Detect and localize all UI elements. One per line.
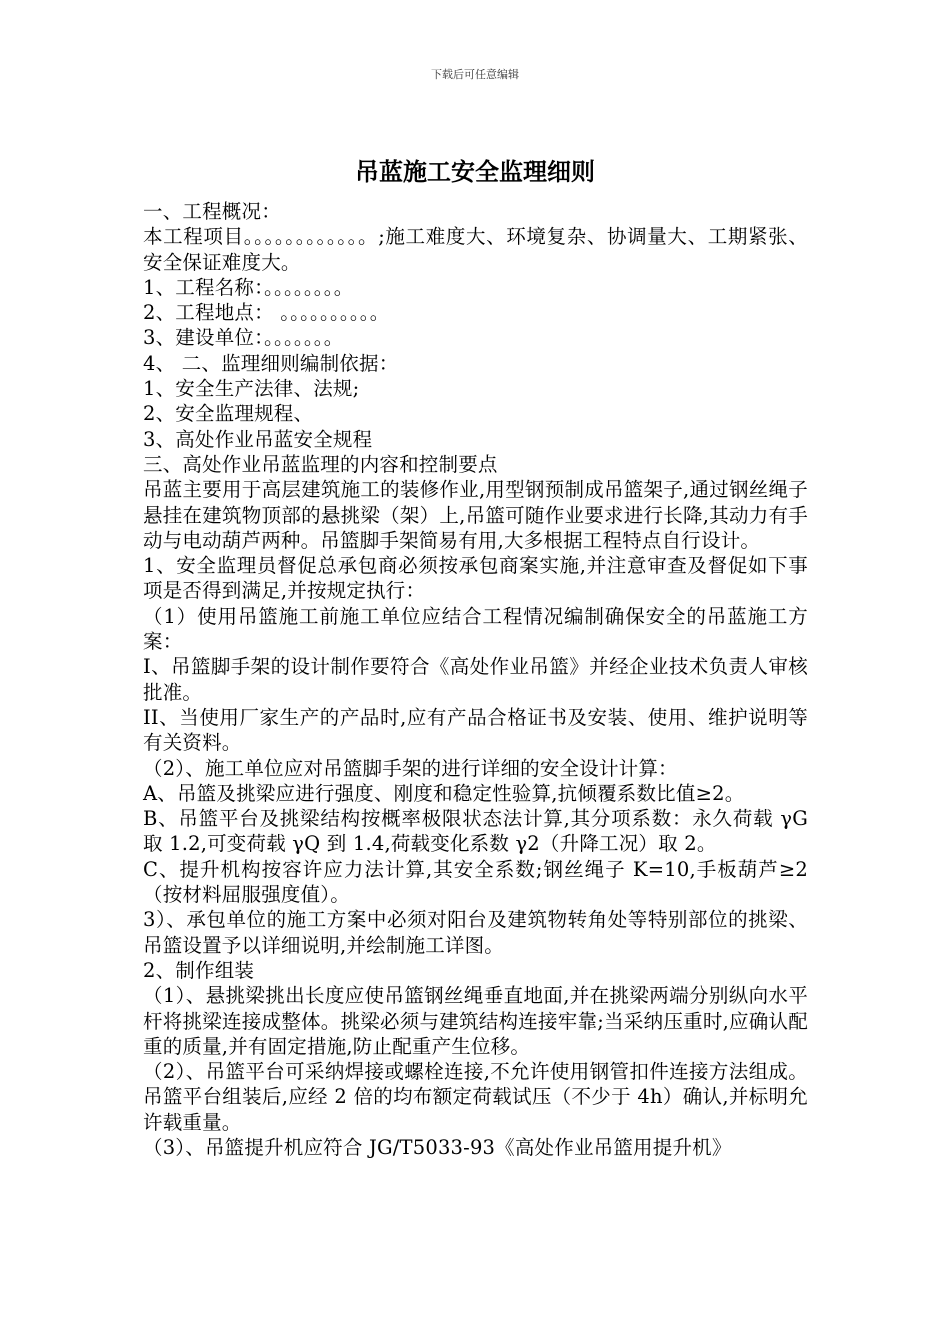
section-heading-basis: 4、 二、监理细则编制依据： [143,351,399,375]
list-item: 3、建设单位：。。。。。。。 [143,326,344,350]
body-paragraph: 吊蓝主要用于高层建筑施工的装修作业,用型钢预制成吊篮架子,通过钢丝绳子悬挂在建筑物顶部的悬挑梁（架）上,吊篮可随作业要求进行长降,其动力有手动与电动葫芦两种。吊篮脚手架简易有用,大多根据工程特点自行设计。 [143,478,808,552]
list-item: 2、安全监理规程、 [143,402,314,426]
body-paragraph: （3）、吊篮提升机应符合 JG/T5033-93《高处作业吊篮用提升机》 [143,1135,732,1159]
document-title: 吊蓝施工安全监理细则 [355,158,595,186]
list-item: 1、安全生产法律、法规; [143,377,360,401]
page-header-note: 下载后可任意编辑 [431,68,519,81]
body-paragraph: 本工程项目。。。。。。。。。。。。;施工难度大、环境复杂、协调量大、工期紧张、安全保证难度大。 [143,225,808,274]
body-paragraph: （1）使用吊篮施工前施工单位应结合工程情况编制确保安全的吊蓝施工方案： [143,604,808,654]
list-item: 1、工程名称：。。。。。。。。 [143,275,354,299]
document-body [143,199,808,1160]
section-heading-control-points: 三、高处作业吊蓝监理的内容和控制要点 [143,452,498,476]
body-paragraph: A、吊篮及挑梁应进行强度、刚度和稳定性验算,抗倾覆系数比值≥2。 [143,781,745,805]
body-paragraph: C、提升机构按容许应力法计算,其安全系数;钢丝绳子 K=10,手板葫芦≥2（按材料屈服强度值）。 [143,857,808,907]
list-item: 3、高处作业吊蓝安全规程 [143,427,373,451]
body-paragraph: B、吊篮平台及挑梁结构按概率极限状态法计算,其分项系数：永久荷载 γG 取 1.2,可变荷载 γQ 到 1.4,荷载变化系数 γ2（升降工况）取 2。 [143,807,808,856]
body-paragraph: （2）、吊篮平台可采纳焊接或螺栓连接,不允许使用钢管扣件连接方法组成。吊篮平台组装后,应经 2 倍的均布额定荷载试压（不少于 4h）确认,并标明允许载重量。 [143,1060,808,1134]
body-paragraph: （2）、施工单位应对吊篮脚手架的进行详细的安全设计计算： [143,756,678,780]
list-item: 2、工程地点： 。。。。。。。。。。 [143,301,390,325]
section-heading-overview: 一、工程概况： [143,200,281,223]
body-paragraph: II、当使用厂家生产的产品时,应有产品合格证书及安装、使用、维护说明等有关资料。 [143,705,808,755]
body-paragraph: 1、安全监理员督促总承包商必须按承包商案实施,并注意审查及督促如下事项是否得到满足,并按规定执行： [143,554,808,603]
body-paragraph: I、吊篮脚手架的设计制作要符合《高处作业吊篮》并经企业技术负责人审核批准。 [143,655,808,704]
section-heading-assembly: 2、制作组装 [143,958,255,982]
body-paragraph: 3）、承包单位的施工方案中必须对阳台及建筑物转角处等特别部位的挑梁、吊篮设置予以详细说明,并绘制施工详图。 [143,908,808,957]
body-paragraph: （1）、悬挑梁挑出长度应使吊篮钢丝绳垂直地面,并在挑梁两端分别纵向水平杆将挑梁连接成整体。挑梁必须与建筑结构连接牢靠;当采纳压重时,应确认配重的质量,并有固定措施,防止配重产生位移。 [143,984,808,1058]
